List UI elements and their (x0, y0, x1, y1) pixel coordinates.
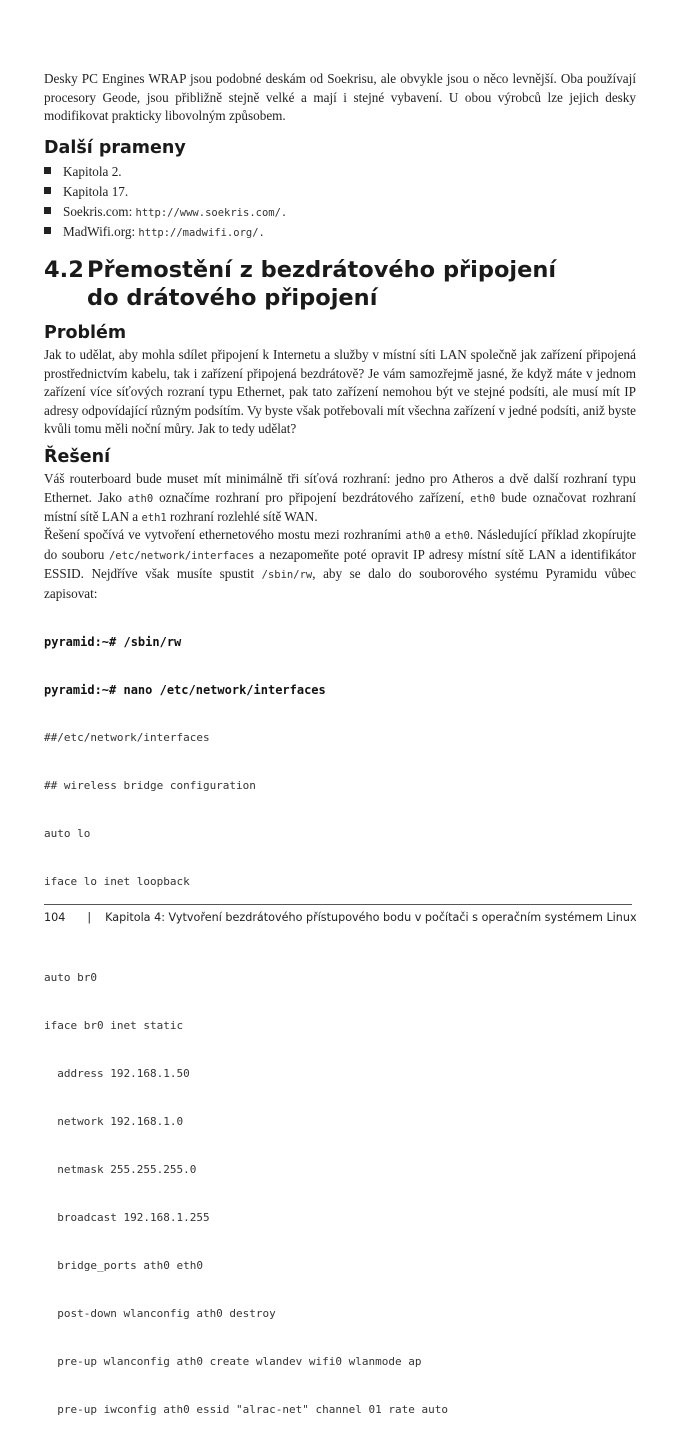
bullet-square-icon (44, 227, 51, 234)
inline-code: eth0 (470, 492, 496, 505)
bullet-square-icon (44, 167, 51, 174)
code-line (44, 922, 448, 938)
section-title (44, 256, 556, 312)
madwifi-url[interactable]: http://madwifi.org/. (138, 227, 265, 239)
code-line: iface lo inet loopback (44, 875, 190, 888)
inline-code: /sbin/rw (261, 569, 313, 581)
shell-command: pyramid:~# /sbin/rw (44, 635, 182, 649)
footer-separator: | (87, 911, 92, 924)
code-line: pre-up iwconfig ath0 essid "alrac-net" channel 01 rate auto (44, 1403, 448, 1416)
list-item (44, 202, 287, 222)
footer-divider (44, 904, 632, 905)
list-item (44, 162, 287, 182)
inline-code: /etc/network/interfaces (108, 549, 255, 562)
further-sources-heading: Další prameny (44, 138, 186, 158)
list-item-text: MadWifi.org: (63, 224, 139, 239)
code-line: bridge_ports ath0 eth0 (44, 1259, 203, 1272)
code-line: iface br0 inet static (44, 1019, 184, 1032)
code-line: auto lo (44, 827, 91, 840)
list-item (44, 182, 287, 202)
problem-heading: Problém (44, 323, 127, 343)
problem-paragraph: Jak to udělat, aby mohla sdílet připojení k Internetu a služby v místní síti LAN společně jak zařízení připojená prostřednictvím kabelu, tak i zařízení připojená bezdrátově? Je vám samozřejmě jasné, že když máte v jednom zařízení více síťových rozraní typu Ethernet, pak tato zařízení nemohou být ve stejné podsíti, ale musí mít IP adresy odpovídající různým podsítím. Vy byste však potřebovali mít všechna zařízení v jedné podsíti, aniž byste kvůli tomu měli noční můry. Jak to tedy udělat? (44, 347, 636, 436)
code-line: broadcast 192.168.1.255 (44, 1211, 210, 1224)
code-line: ## wireless bridge configuration (44, 779, 256, 792)
list-item-text: Soekris.com: (63, 204, 136, 219)
inline-code: ath0 (405, 530, 431, 542)
inline-code: eth0 (444, 530, 470, 542)
code-line: address 192.168.1.50 (44, 1067, 190, 1080)
list-item (44, 222, 287, 242)
further-sources-list (44, 162, 287, 242)
inline-code: ath0 (127, 492, 154, 505)
code-line: auto br0 (44, 971, 97, 984)
chapter-title: Kapitola 4: Vytvoření bezdrátového přístupového bodu v počítači s operačním systémem Linux (105, 911, 637, 924)
solution-paragraph-2: Řešení spočívá ve vytvoření ethernetového mostu mezi rozhraními ath0 a eth0. Následující příklad zkopírujte do souboru /etc/network/interfaces a nezapomeňte poté opravit IP adresy místní sítě LAN a identifikátor ESSID. Nejdříve však musíte spustit /sbin/rw, aby se dalo do souborového systému Pyramidu vůbec zapisovat: (44, 527, 636, 601)
code-line: ##/etc/network/interfaces (44, 731, 210, 744)
shell-command: pyramid:~# nano /etc/network/interfaces (44, 683, 326, 697)
soekris-url[interactable]: http://www.soekris.com/. (135, 207, 288, 219)
solution-heading: Řešení (44, 447, 111, 467)
bullet-square-icon (44, 187, 51, 194)
code-line: network 192.168.1.0 (44, 1115, 184, 1128)
code-line: post-down wlanconfig ath0 destroy (44, 1307, 276, 1320)
inline-code: eth1 (141, 512, 167, 524)
bullet-square-icon (44, 207, 51, 214)
code-line: pre-up wlanconfig ath0 create wlandev wifi0 wlanmode ap (44, 1355, 422, 1368)
page-footer (44, 911, 637, 924)
page-number: 104 (44, 911, 66, 924)
intro-paragraph: Desky PC Engines WRAP jsou podobné deskám od Soekrisu, ale obvykle jsou o něco levnější. Oba používají procesory Geode, jsou přibližně stejně velké a mají i stejné vybavení. U obou výrobců lze jejich desky modifikovat prakticky libovolným způsobem. (44, 71, 636, 123)
code-listing (44, 602, 448, 1450)
list-item-text: Kapitola 17. (63, 184, 129, 199)
section-number: 4.2 (44, 257, 84, 283)
list-item-text: Kapitola 2. (63, 164, 122, 179)
solution-paragraph-1: Váš routerboard bude muset mít minimálně tři síťová rozhraní: jedno pro Atheros a dvě další rozhraní typu Ethernet. Jako ath0 označíme rozhraní pro připojení bezdrátového zařízení, eth0 bude označovat rozhraní místní sítě LAN a eth1 rozhraní rozlehlé sítě WAN. (44, 471, 637, 524)
section-title-line2: do drátového připojení (87, 285, 378, 311)
code-line: netmask 255.255.255.0 (44, 1163, 197, 1176)
section-title-line1: Přemostění z bezdrátového připojení (87, 257, 557, 283)
